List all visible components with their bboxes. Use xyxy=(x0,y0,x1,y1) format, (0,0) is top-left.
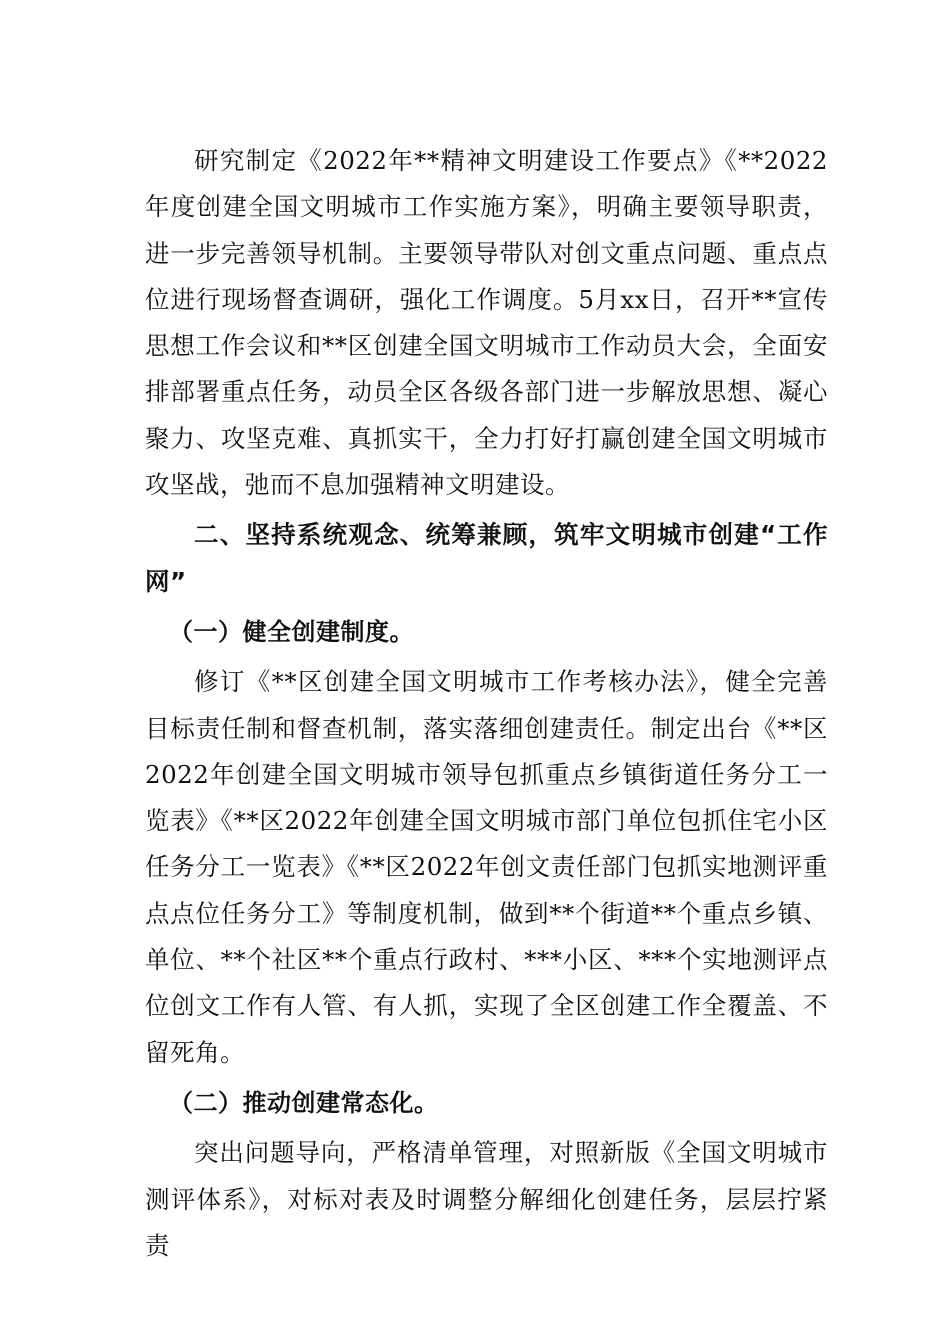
body-paragraph: 修订《**区创建全国文明城市工作考核办法》，健全完善目标责任制和督查机制，落实落细创建责任。制定出台《**区2022年创建全国文明城市领导包抓重点乡镇街道任务分工一览表》《**区2022年创建全国文明城市部门单位包抓住宅小区任务分工一览表》《**区2022年创文责任部门包抓实地测评重点点位任务分工》等制度机制，做到**个街道**个重点乡镇、单位、**个社区**个重点行政村、***小区、***个实地测评点位创文工作有人管、有人抓，实现了全区创建工作全覆盖、不留死角。 xyxy=(145,667,828,1067)
body-paragraph: 研究制定《2022年**精神文明建设工作要点》《**2022年度创建全国文明城市工作实施方案》，明确主要领导职责，进一步完善领导机制。主要领导带队对创文重点问题、重点点位进行现场督查调研，强化工作调度。5月xx日，召开**宣传思想工作会议和**区创建全国文明城市工作动员大会，全面安排部署重点任务，动员全区各级各部门进一步解放思想、凝心聚力、攻坚克难、真抓实干，全力打好打赢创建全国文明城市攻坚战，弛而不息加强精神文明建设。 xyxy=(145,146,828,500)
subsection-heading: （二）推动创建常态化。 xyxy=(169,1088,439,1117)
section-heading: 二、坚持系统观念、统筹兼顾，筑牢文明城市创建“工作网” xyxy=(145,520,828,596)
document-body xyxy=(145,138,828,1269)
subsection-heading: （一）健全创建制度。 xyxy=(169,617,414,646)
body-paragraph: 突出问题导向，严格清单管理，对照新版《全国文明城市测评体系》，对标对表及时调整分解细化创建任务，层层拧紧责 xyxy=(145,1138,828,1260)
